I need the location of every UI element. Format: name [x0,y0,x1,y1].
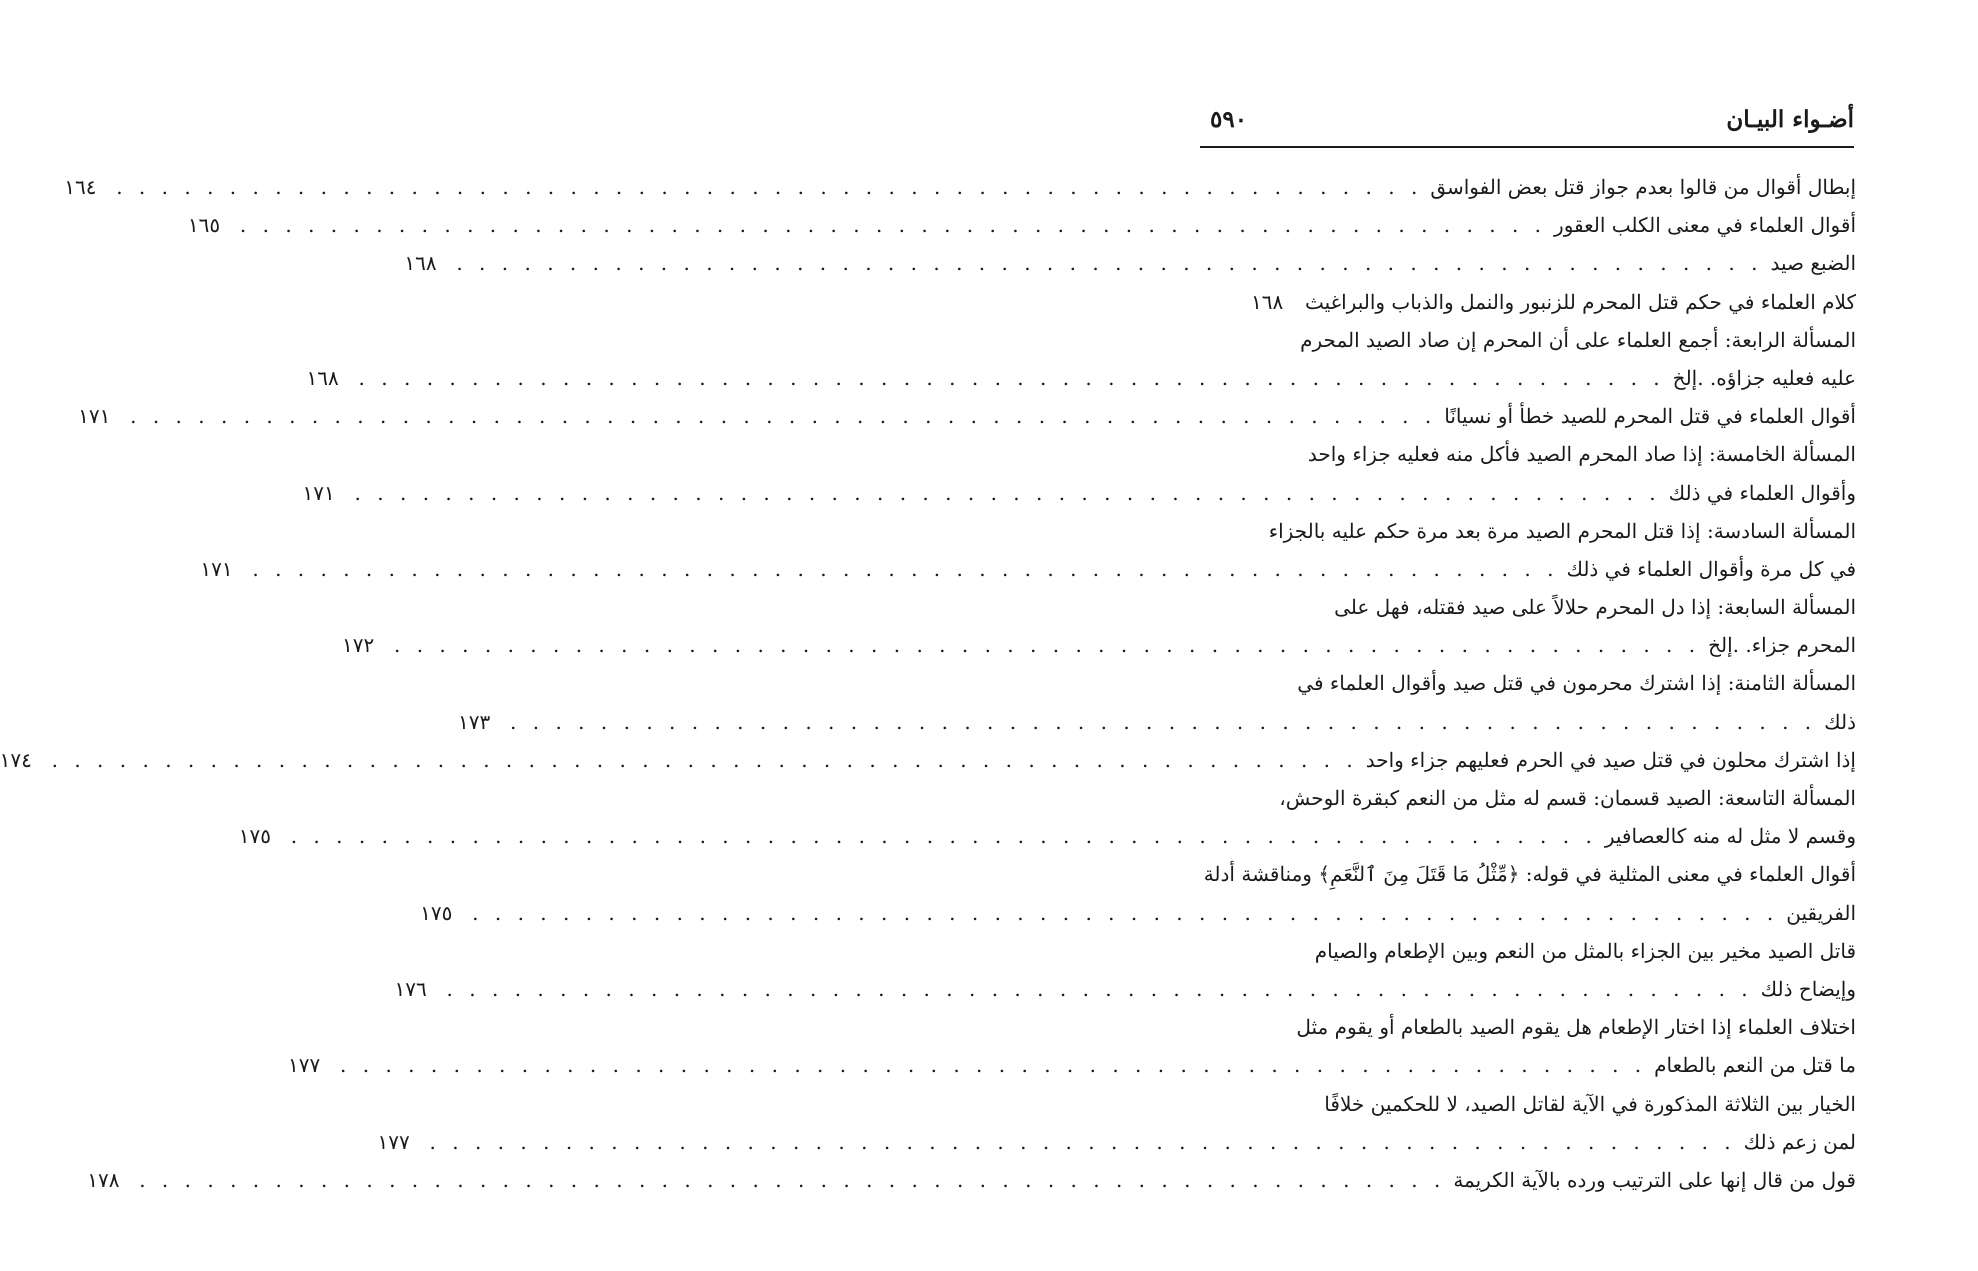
dot-leader: . . . . . . . . . . . . . . . . . . . . . . . . . . . . . . . . . . . . . . . . . . . . . . . . . . . . . . . . . . [446,976,1753,1001]
toc-entry-text: أقوال العلماء في معنى الكلب العقور [1554,213,1856,238]
dot-leader: . . . . . . . . . . . . . . . . . . . . . . . . . . . . . . . . . . . . . . . . . . . . . . . . . . . . . . . . . . [139,1167,1446,1192]
toc-entry [1216,1085,1856,1123]
dot-leader: . . . . . . . . . . . . . . . . . . . . . . . . . . . . . . . . . . . . . . . . . . . . . . . . . . . . . . . . . . [130,404,1437,429]
toc-entry-text: الضبع صيد [1770,251,1856,276]
toc-entry-text: إذا اشترك محلون في قتل صيد في الحرم فعليهم جزاء واحد [1365,747,1856,772]
toc-entry [1216,435,1856,473]
toc-entry-page: ١٧٥ [420,900,453,925]
toc-entry [288,1046,1856,1084]
toc-entry-text: إبطال أقوال من قالوا بعدم جواز قتل بعض الفواسق [1430,175,1856,199]
toc-entry [1203,855,1856,893]
dot-leader: . . . . . . . . . . . . . . . . . . . . . . . . . . . . . . . . . . . . . . . . . . . . . . . . . . . . . . . . . . [354,480,1661,505]
toc-entry-page: ١٧١ [78,404,111,429]
dot-leader: . . . . . . . . . . . . . . . . . . . . . . . . . . . . . . . . . . . . . . . . . . . . . . . . . . . . . . . . . . [51,747,1358,772]
dot-leader: . . . . . . . . . . . . . . . . . . . . . . . . . . . . . . . . . . . . . . . . . . . . . . . . . . . . . . . . . . [239,213,1547,238]
toc-entry [1216,588,1856,626]
toc-entry-text: وإيضاح ذلك [1760,976,1856,1001]
toc-entry-page: ١٦٨ [306,365,339,390]
toc-entry [1216,779,1856,817]
toc-entry-page: ١٦٤ [64,175,97,199]
toc-entry-text: وقسم لا مثل له منه كالعصافير [1604,824,1856,849]
dot-leader: . . . . . . . . . . . . . . . . . . . . . . . . . . . . . . . . . . . . . . . . . . . . . . . . . . . . . . . . . . [510,709,1817,734]
toc-entry [1216,283,1856,321]
toc-entry-page: ١٧٧ [377,1129,410,1154]
toc-entry-text: ما قتل من النعم بالطعام [1654,1053,1856,1078]
dot-leader: . . . . . . . . . . . . . . . . . . . . . . . . . . . . . . . . . . . . . . . . . . . . . . . . . . . . . . . . . . [429,1129,1736,1154]
toc-entry [87,1161,1856,1199]
toc-entry-text: قاتل الصيد مخير بين الجزاء بالمثل من النعم وبين الإطعام والصيام [1314,938,1856,963]
toc-entry [78,397,1856,435]
toc-entry-text: الخيار بين الثلاثة المذكورة في الآية لقاتل الصيد، لا للحكمين خلافًا [1324,1091,1856,1116]
toc-entry-text: المسألة السادسة: إذا قتل المحرم الصيد مرة بعد مرة حكم عليه بالجزاء [1268,518,1856,543]
toc-entry [394,970,1856,1008]
toc-entry [238,817,1856,855]
table-of-contents [0,168,1856,1199]
toc-entry-text: ذلك [1824,709,1856,734]
toc-entry-page: ١٦٨ [404,251,437,276]
toc-entry-text: كلام العلماء في حكم قتل المحرم للزنبور والنمل والذباب والبراغيث [1304,289,1856,314]
toc-entry [1216,664,1856,702]
toc-entry-text: المحرم جزاء. .إلخ [1708,633,1856,658]
toc-entry [0,741,1856,779]
toc-entry-text: قول من قال إنها على الترتيب ورده بالآية الكريمة [1453,1167,1856,1192]
dot-leader: . . . . . . . . . . . . . . . . . . . . . . . . . . . . . . . . . . . . . . . . . . . . . . . . . . . . . . . . . . [472,900,1779,925]
toc-entry [377,1123,1856,1161]
toc-entry-text: المسألة السابعة: إذا دل المحرم حلالاً على صيد فقتله، فهل على [1334,595,1856,620]
toc-entry-page: ١٦٨ [1250,289,1284,314]
toc-entry [1216,1008,1856,1046]
toc-entry-text: المسألة الرابعة: أجمع العلماء على أن المحرم إن صاد الصيد المحرم [1300,327,1856,352]
toc-entry-page: ١٧١ [302,480,335,505]
toc-entry-page: ١٧٧ [288,1053,321,1078]
toc-entry-text: لمن زعم ذلك [1743,1129,1856,1154]
toc-entry-text: في كل مرة وأقوال العلماء في ذلك [1566,556,1856,581]
toc-entry [187,206,1856,244]
page-number: ٥٩٠ [1210,106,1248,133]
toc-entry-text: المسألة الخامسة: إذا صاد المحرم الصيد فأكل منه فعليه جزاء واحد [1307,442,1856,467]
toc-entry-page: ١٧١ [200,556,233,581]
toc-entry-text: وأقوال العلماء في ذلك [1668,480,1856,505]
toc-entry [64,168,1856,206]
toc-entry [420,894,1856,932]
toc-entry-text: أقوال العلماء في معنى المثلية في قوله: ﴿مِّثْلُ مَا قَتَلَ مِنَ ٱلنَّعَمِ﴾ ومناقشة أدلة [1203,862,1856,887]
toc-entry [1216,321,1856,359]
toc-entry-text: المسألة التاسعة: الصيد قسمان: قسم له مثل من النعم كبقرة الوحش، [1279,786,1856,810]
dot-leader: . . . . . . . . . . . . . . . . . . . . . . . . . . . . . . . . . . . . . . . . . . . . . . . . . . . . . . . . . . [456,251,1763,276]
toc-entry [1216,512,1856,550]
toc-entry-page: ١٧٢ [342,633,375,658]
page-header [1200,102,1854,148]
toc-entry-text: أقوال العلماء في قتل المحرم للصيد خطأ أو نسيانًا [1444,404,1856,429]
toc-entry-page: ١٧٣ [458,709,491,734]
toc-entry-page: ١٧٥ [238,824,271,849]
book-title: أضـواء البيـان [1726,106,1854,133]
dot-leader: . . . . . . . . . . . . . . . . . . . . . . . . . . . . . . . . . . . . . . . . . . . . . . . . . . . . . . . . . . [340,1053,1647,1078]
toc-entry [302,474,1856,512]
toc-entry-page: ١٧٤ [0,747,32,772]
toc-entry-text: الفريقين [1786,900,1856,925]
toc-entry-page: ١٦٥ [187,213,221,238]
toc-entry [342,626,1856,664]
toc-entry-page: ١٧٦ [394,976,427,1001]
toc-entry [306,359,1856,397]
dot-leader: . . . . . . . . . . . . . . . . . . . . . . . . . . . . . . . . . . . . . . . . . . . . . . . . . . . . . . . . . . [116,175,1423,199]
toc-entry [200,550,1856,588]
dot-leader: . . . . . . . . . . . . . . . . . . . . . . . . . . . . . . . . . . . . . . . . . . . . . . . . . . . . . . . . . . [394,633,1701,658]
toc-entry [458,703,1856,741]
toc-entry [1216,932,1856,970]
dot-leader: . . . . . . . . . . . . . . . . . . . . . . . . . . . . . . . . . . . . . . . . . . . . . . . . . . . . . . . . . . [358,365,1665,390]
dot-leader: . . . . . . . . . . . . . . . . . . . . . . . . . . . . . . . . . . . . . . . . . . . . . . . . . . . . . . . . . . [290,824,1597,849]
toc-entry-text: عليه فعليه جزاؤه. .إلخ [1672,365,1856,390]
toc-entry [404,244,1856,282]
dot-leader: . . . . . . . . . . . . . . . . . . . . . . . . . . . . . . . . . . . . . . . . . . . . . . . . . . . . . . . . . . [252,556,1559,581]
toc-entry-text: المسألة الثامنة: إذا اشترك محرمون في قتل صيد وأقوال العلماء في [1297,671,1856,696]
toc-entry-text: اختلاف العلماء إذا اختار الإطعام هل يقوم الصيد بالطعام أو يقوم مثل [1296,1015,1856,1040]
toc-entry-page: ١٧٨ [87,1167,120,1192]
